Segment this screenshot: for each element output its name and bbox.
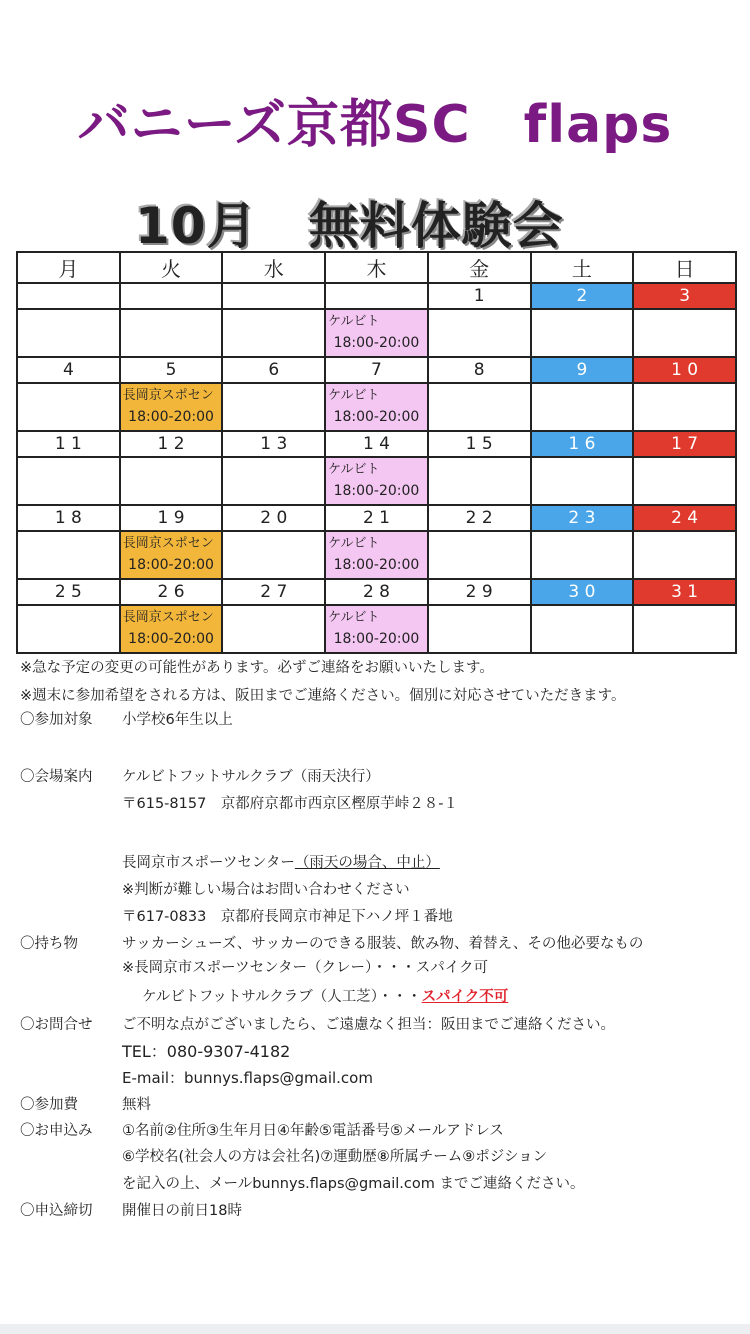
weekday-header-row [17, 252, 736, 283]
weekday-fri: 金 [428, 252, 531, 283]
date-cell: 8 [428, 357, 531, 383]
event-cell-kerubito [325, 309, 428, 357]
event-cell-empty [633, 457, 736, 505]
date-cell: 2 2 [428, 505, 531, 531]
week-event-row [17, 309, 736, 357]
weekday-thu: 木 [325, 252, 428, 283]
contact-label: 〇お問合せ [20, 1017, 93, 1033]
bring-value: サッカーシューズ、サッカーのできる服装、飲み物、着替え、その他必要なもの [122, 936, 644, 952]
date-cell: 2 9 [428, 579, 531, 605]
event-venue: ケルビト [328, 462, 380, 477]
date-cell-sat: 3 0 [531, 579, 634, 605]
event-cell-empty [17, 309, 120, 357]
target-label: 〇参加対象 [20, 712, 93, 728]
event-cell-empty [531, 457, 634, 505]
date-cell: 2 6 [120, 579, 223, 605]
event-venue: ケルビト [328, 388, 380, 403]
deadline-label: 〇申込締切 [20, 1203, 93, 1219]
event-time: 18:00-20:00 [333, 483, 420, 499]
date-cell-sat: 2 [531, 283, 634, 309]
weekday-sat: 土 [531, 252, 634, 283]
date-cell-sun: 1 7 [633, 431, 736, 457]
date-cell [17, 283, 120, 309]
apply-label: 〇お申込み [20, 1123, 93, 1139]
venue2-note: （雨天の場合、中止） [294, 855, 440, 871]
date-cell: 2 5 [17, 579, 120, 605]
note-line-2: ※週末に参加希望をされる方は、阪田までご連絡ください。個別に対応させていただきます。 [20, 688, 626, 704]
event-cell-empty [531, 383, 634, 431]
event-time: 18:00-20:00 [128, 631, 214, 647]
event-time: 18:00-20:00 [333, 335, 420, 351]
bottom-bar [0, 1324, 750, 1334]
event-subtitle: 10月 無料体験会 [135, 197, 564, 255]
week-event-row [17, 605, 736, 653]
date-cell: 6 [222, 357, 325, 383]
event-cell-empty [428, 605, 531, 653]
date-cell: 1 5 [428, 431, 531, 457]
apply-line-3: を記入の上、メールbunnys.flaps@gmail.com までご連絡ください。 [122, 1176, 585, 1192]
date-cell: 5 [120, 357, 223, 383]
contact-email: E-mail：bunnys.flaps@gmail.com [122, 1069, 373, 1087]
event-cell-empty [428, 383, 531, 431]
fee-value: 無料 [122, 1097, 151, 1113]
week-date-row [17, 579, 736, 605]
date-cell: 2 0 [222, 505, 325, 531]
date-cell [222, 283, 325, 309]
fee-label: 〇参加費 [20, 1097, 78, 1113]
week-date-row [17, 357, 736, 383]
event-cell-kerubito [325, 383, 428, 431]
apply-line-1: ①名前②住所③生年月日④年齢⑤電話番号⑤メールアドレス [122, 1123, 504, 1139]
week-date-row [17, 431, 736, 457]
date-cell: 1 4 [325, 431, 428, 457]
date-cell: 4 [17, 357, 120, 383]
date-cell-sat: 1 6 [531, 431, 634, 457]
event-cell-nagaoka [120, 383, 223, 431]
bring-note-2 [142, 985, 508, 1006]
date-cell: 7 [325, 357, 428, 383]
event-cell-empty [17, 605, 120, 653]
date-cell: 1 1 [17, 431, 120, 457]
bring-label: 〇持ち物 [20, 936, 78, 952]
event-cell-nagaoka [120, 531, 223, 579]
event-cell-kerubito [325, 531, 428, 579]
event-cell-empty [222, 383, 325, 431]
venue2-inquiry: ※判断が難しい場合はお問い合わせください [122, 882, 410, 898]
bring-note-2-prefix: ケルビトフットサルクラブ（人工芝）・・・ [142, 989, 422, 1005]
event-title: バニーズ京都SC flaps [77, 95, 673, 155]
week-date-row [17, 283, 736, 309]
weekday-mon: 月 [17, 252, 120, 283]
bring-note-1: ※長岡京市スポーツセンター（クレー）・・・スパイク可 [122, 960, 488, 976]
event-cell-empty [222, 531, 325, 579]
event-cell-empty [531, 605, 634, 653]
date-cell: 2 8 [325, 579, 428, 605]
weekday-wed: 水 [222, 252, 325, 283]
event-time: 18:00-20:00 [128, 409, 214, 425]
week-event-row [17, 531, 736, 579]
date-cell [120, 283, 223, 309]
event-time: 18:00-20:00 [128, 557, 214, 573]
week-event-row [17, 457, 736, 505]
event-cell-empty [428, 457, 531, 505]
contact-tel: TEL：080-9307-4182 [122, 1042, 291, 1061]
event-cell-empty [531, 531, 634, 579]
event-venue: ケルビト [328, 536, 380, 551]
date-cell: 1 2 [120, 431, 223, 457]
event-cell-empty [120, 309, 223, 357]
target-value: 小学校6年生以上 [122, 712, 233, 728]
event-cell-empty [17, 383, 120, 431]
event-cell-empty [531, 309, 634, 357]
date-cell: 2 7 [222, 579, 325, 605]
venue2-line [122, 851, 440, 872]
event-cell-empty [633, 605, 736, 653]
date-cell: 1 9 [120, 505, 223, 531]
event-cell-empty [633, 309, 736, 357]
event-cell-empty [428, 309, 531, 357]
venue1-name: ケルビトフットサルクラブ（雨天決行） [122, 769, 380, 785]
date-cell-sat: 9 [531, 357, 634, 383]
week-date-row [17, 505, 736, 531]
deadline-value: 開催日の前日18時 [122, 1203, 242, 1219]
date-cell-sun: 1 0 [633, 357, 736, 383]
event-cell-empty [222, 605, 325, 653]
event-venue: 長岡京スポセン [122, 610, 214, 625]
event-cell-empty [17, 531, 120, 579]
event-venue: ケルビト [328, 314, 380, 329]
date-cell [325, 283, 428, 309]
date-cell: 2 1 [325, 505, 428, 531]
date-cell: 1 [428, 283, 531, 309]
week-event-row [17, 383, 736, 431]
date-cell-sun: 3 [633, 283, 736, 309]
venue1-address: 〒615-8157 京都府京都市西京区樫原芋峠２８-１ [122, 796, 459, 812]
date-cell-sun: 2 4 [633, 505, 736, 531]
event-cell-empty [633, 383, 736, 431]
event-venue: 長岡京スポセン [122, 388, 214, 403]
event-time: 18:00-20:00 [333, 409, 420, 425]
event-cell-empty [428, 531, 531, 579]
event-cell-empty [633, 531, 736, 579]
note-line-1: ※急な予定の変更の可能性があります。必ずご連絡をお願いいたします。 [20, 660, 494, 676]
bring-note-2-warning: スパイク不可 [421, 989, 509, 1005]
event-time: 18:00-20:00 [333, 557, 420, 573]
date-cell-sun: 3 1 [633, 579, 736, 605]
venue-label: 〇会場案内 [20, 769, 93, 785]
contact-value: ご不明な点がございましたら、ご遠慮なく担当：阪田までご連絡ください。 [122, 1017, 615, 1033]
event-cell-nagaoka [120, 605, 223, 653]
venue2-address: 〒617-0833 京都府長岡京市神足下ハノ坪１番地 [122, 909, 453, 925]
weekday-sun: 日 [633, 252, 736, 283]
event-cell-empty [17, 457, 120, 505]
event-cell-empty [222, 457, 325, 505]
event-cell-empty [120, 457, 223, 505]
date-cell-sat: 2 3 [531, 505, 634, 531]
event-venue: ケルビト [328, 610, 380, 625]
event-cell-empty [222, 309, 325, 357]
event-cell-kerubito [325, 605, 428, 653]
calendar-table [16, 251, 737, 654]
date-cell: 1 3 [222, 431, 325, 457]
weekday-tue: 火 [120, 252, 223, 283]
event-venue: 長岡京スポセン [122, 536, 214, 551]
event-cell-kerubito [325, 457, 428, 505]
apply-line-2: ⑥学校名(社会人の方は会社名)⑦運動歴⑧所属チーム⑨ポジション [122, 1149, 548, 1165]
venue2-name: 長岡京市スポーツセンター [122, 855, 295, 871]
date-cell: 1 8 [17, 505, 120, 531]
event-time: 18:00-20:00 [333, 631, 420, 647]
